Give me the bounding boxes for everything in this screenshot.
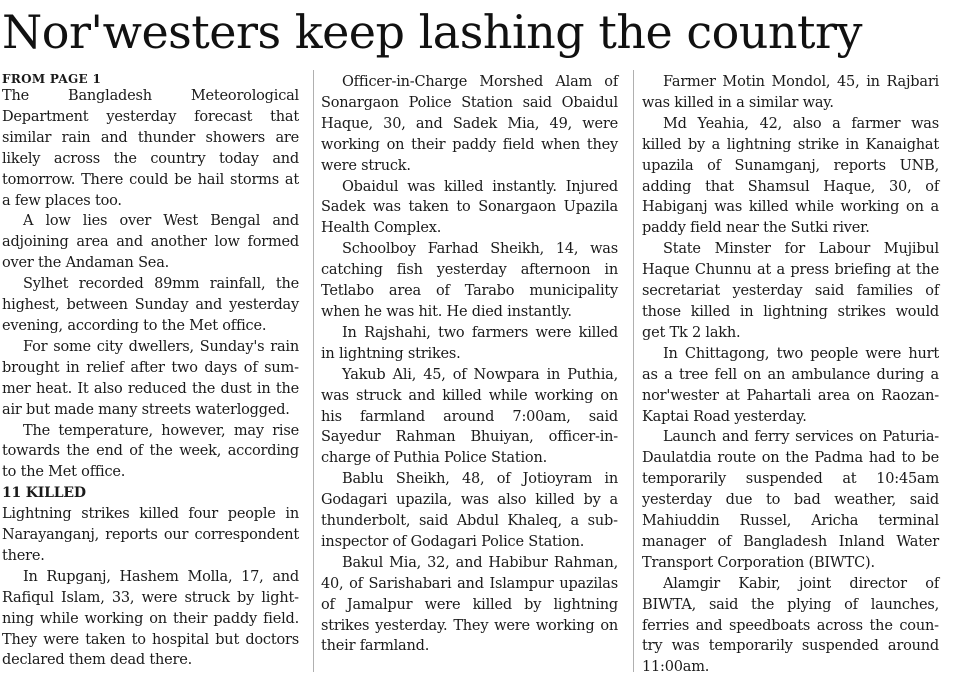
paragraph: Sylhet recorded 89mm rainfall, the highest, between Sunday and yesterday evening, according to the Met office. — [2, 276, 299, 334]
paragraph: For some city dwellers, Sunday's rain brought in relief after two days of summer heat. It also reduced the dust in the air but made many streets waterlogged. — [2, 338, 299, 418]
paragraph: Officer-in-Charge Morshed Alam of Sonargaon Police Station said Obaidul Haque, 30, and Sadek Mia, 49, were working on their paddy field when they were struck. — [321, 74, 618, 174]
paragraph: State Minster for Labour Mujibul Haque Chunnu at a press briefing at the secretariat yesterday said families of those killed in lightning strikes would get Tk 2 lakh. — [642, 241, 939, 341]
paragraph: The Bangladesh Meteorological Department yesterday forecast that similar rain and thunder showers are likely across the country today and tomorrow. There could be hail storms at a few places too. — [2, 88, 299, 209]
article-column-2 — [321, 72, 618, 657]
paragraph: Lightning strikes killed four people in Narayanganj, reports our correspondent there. — [2, 506, 299, 564]
continuation-kicker: FROM PAGE 1 — [2, 72, 102, 86]
paragraph: Bakul Mia, 32, and Habibur Rahman, 40, of Sarishabari and Islampur upazilas of Jamalpur were killed by lightning strikes yesterday. They were working on their farmland. — [321, 554, 618, 655]
paragraph: Launch and ferry services on Paturia-Daulatdia route on the Padma had to be temporarily suspended at 10:45am yesterday due to bad weather, said Mahiuddin Russel, Aricha terminal manager of Bangladesh Inland Water Transport Corporation (BIWTC). — [642, 429, 939, 571]
headline: Nor'westers keep lashing the country — [2, 5, 862, 59]
subheading: 11 KILLED — [2, 485, 86, 502]
paragraph: Obaidul was killed instantly. Injured Sadek was taken to Sonargaon Upazila Health Complex. — [321, 178, 618, 237]
paragraph: A low lies over West Bengal and adjoining area and another low formed over the Andaman Sea. — [2, 213, 299, 272]
paragraph: The temperature, however, may rise towards the end of the week, according to the Met office. — [2, 422, 299, 481]
paragraph: Alamgir Kabir, joint director of BIWTA, said the plying of launches, ferries and speedboats across the country was temporarily suspended around 11:00am. — [642, 575, 939, 676]
paragraph: In Chittagong, two people were hurt as a tree fell on an ambulance during a nor'wester at Pahartali area on Raozan-Kaptai Road yesterday. — [642, 345, 939, 425]
paragraph: Schoolboy Farhad Sheikh, 14, was catching fish yesterday afternoon in Tetlabo area of Tarabo municipality when he was hit. He died instantly. — [321, 241, 618, 320]
paragraph: Md Yeahia, 42, also a farmer was killed by a lightning strike in Kanaighat upazila of Sunamganj, reports UNB, adding that Shamsul Haque, 30, of Habiganj was killed while working on a paddy field near the Sutki river. — [642, 115, 939, 237]
paragraph: In Rajshahi, two farmers were killed in lightning strikes. — [321, 324, 618, 362]
column-divider — [313, 70, 314, 672]
paragraph: Bablu Sheikh, 48, of Jotioyram in Godagari upazila, was also killed by a thunderbolt, said Abdul Khaleq, a subinspector of Godagari Police Station. — [321, 471, 618, 550]
paragraph: Farmer Motin Mondol, 45, in Rajbari was killed in a similar way. — [642, 74, 939, 111]
paragraph: In Rupganj, Hashem Molla, 17, and Rafiqul Islam, 33, were struck by lightning while working on their paddy field. They were taken to hospital but doctors declared them dead there. — [2, 568, 299, 669]
article-column-3 — [642, 72, 939, 678]
column-divider — [633, 70, 634, 672]
paragraph: Yakub Ali, 45, of Nowpara in Puthia, was struck and killed while working on his farmland around 7:00am, said Sayedur Rahman Bhuiyan, officer-in-charge of Puthia Police Station. — [321, 366, 618, 467]
article-column-1 — [2, 72, 299, 671]
